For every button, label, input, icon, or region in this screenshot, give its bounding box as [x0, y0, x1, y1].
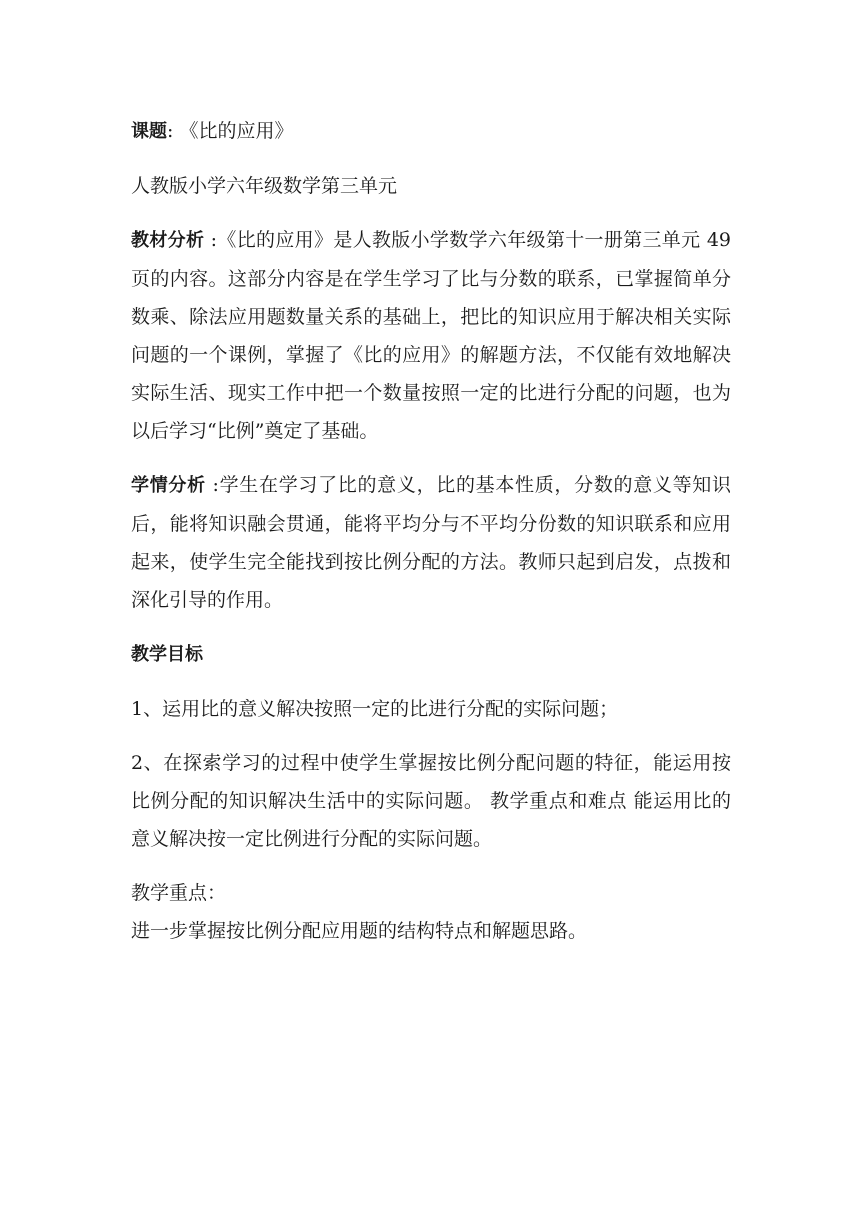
student-analysis-paragraph — [131, 466, 731, 619]
student-analysis-label: 学情分析 — [131, 475, 206, 496]
teaching-goal-item-1: 1、运用比的意义解决按照一定的比进行分配的实际问题； — [131, 698, 619, 720]
lesson-title-separator: : — [167, 120, 180, 142]
key-points-body: 进一步掌握按比例分配应用题的结构特点和解题思路。 — [131, 920, 588, 942]
teaching-goals-heading — [131, 635, 731, 674]
textbook-analysis-label: 教材分析 — [131, 230, 205, 251]
lesson-subtitle: 人教版小学六年级数学第三单元 — [131, 175, 398, 197]
lesson-title — [131, 112, 731, 151]
lesson-title-value: 《比的应用》 — [179, 120, 294, 142]
teaching-goal-item-2: 2、在探索学习的过程中使学生掌握按比例分配问题的特征，能运用按比例分配的知识解决生活中的实际问题。 教学重点和难点 能运用比的意义解决按一定比例进行分配的实际问题。 — [131, 752, 731, 850]
lesson-title-label: 课题 — [131, 121, 167, 142]
key-points-heading: 教学重点： — [131, 882, 227, 904]
student-analysis-body: :学生在学习了比的意义，比的基本性质，分数的意义等知识后，能将知识融会贯通，能将平均分与不平均分份数的知识联系和应用起来，使学生完全能找到按比例分配的方法。教师只起到启发，点拨和深化引导的作用。 — [131, 474, 731, 611]
teaching-goals-heading-text: 教学目标 — [131, 644, 203, 665]
textbook-analysis-paragraph — [131, 221, 731, 450]
textbook-analysis-body: :《比的应用》是人教版小学数学六年级第十一册第三单元 49 页的内容。这部分内容是在学生学习了比与分数的联系，已掌握简单分数乘、除法应用题数量关系的基础上，把比的知识应用于解决相关实际问题的一个课例，掌握了《比的应用》的解题方法，不仅能有效地解决实际生活、现实工作中把一个数量按照一定的比进行分配的问题，也为以后学习“比例”奠定了基础。 — [131, 229, 731, 442]
document-content — [131, 112, 731, 966]
